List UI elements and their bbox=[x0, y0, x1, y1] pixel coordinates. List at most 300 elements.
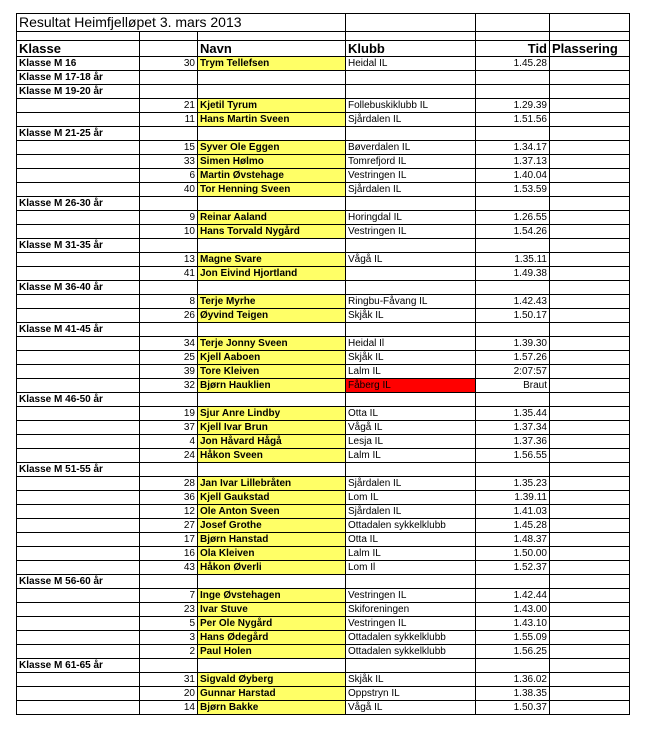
table-row bbox=[17, 547, 630, 561]
table-row bbox=[17, 183, 630, 197]
class-label bbox=[17, 169, 140, 183]
finish-time bbox=[476, 659, 550, 673]
club-name: Tomrefjord IL bbox=[346, 155, 476, 169]
placement-cell bbox=[550, 673, 630, 687]
start-number: 7 bbox=[140, 589, 198, 603]
runner-name bbox=[198, 575, 346, 589]
club-name: Skjåk IL bbox=[346, 673, 476, 687]
results-sheet bbox=[16, 13, 630, 715]
finish-time bbox=[476, 127, 550, 141]
start-number: 30 bbox=[140, 57, 198, 71]
empty-cell bbox=[476, 32, 550, 41]
placement-cell bbox=[550, 435, 630, 449]
class-label bbox=[17, 617, 140, 631]
club-name bbox=[346, 239, 476, 253]
table-row bbox=[17, 337, 630, 351]
runner-name: Jon Håvard Hågå bbox=[198, 435, 346, 449]
start-number: 11 bbox=[140, 113, 198, 127]
runner-name: Ivar Stuve bbox=[198, 603, 346, 617]
runner-name: Bjørn Hanstad bbox=[198, 533, 346, 547]
club-name: Lalm IL bbox=[346, 449, 476, 463]
start-number bbox=[140, 281, 198, 295]
finish-time: 1.49.38 bbox=[476, 267, 550, 281]
header-navn: Navn bbox=[198, 41, 346, 57]
runner-name bbox=[198, 281, 346, 295]
placement-cell bbox=[550, 379, 630, 393]
table-row bbox=[17, 603, 630, 617]
finish-time: 1.35.44 bbox=[476, 407, 550, 421]
start-number bbox=[140, 575, 198, 589]
start-number: 24 bbox=[140, 449, 198, 463]
start-number bbox=[140, 71, 198, 85]
start-number: 39 bbox=[140, 365, 198, 379]
finish-time bbox=[476, 239, 550, 253]
runner-name: Josef Grothe bbox=[198, 519, 346, 533]
club-name bbox=[346, 659, 476, 673]
start-number: 8 bbox=[140, 295, 198, 309]
runner-name bbox=[198, 239, 346, 253]
runner-name: Kjell Ivar Brun bbox=[198, 421, 346, 435]
placement-cell bbox=[550, 323, 630, 337]
placement-cell bbox=[550, 295, 630, 309]
table-row bbox=[17, 99, 630, 113]
header-klubb: Klubb bbox=[346, 41, 476, 57]
finish-time: 1.52.37 bbox=[476, 561, 550, 575]
club-name bbox=[346, 197, 476, 211]
class-label bbox=[17, 589, 140, 603]
header-row bbox=[17, 41, 630, 57]
runner-name: Martin Øvstehage bbox=[198, 169, 346, 183]
empty-cell bbox=[198, 32, 346, 41]
club-name: Horingdal IL bbox=[346, 211, 476, 225]
runner-name bbox=[198, 71, 346, 85]
header-plassering: Plassering bbox=[550, 41, 630, 57]
finish-time bbox=[476, 71, 550, 85]
class-row bbox=[17, 71, 630, 85]
placement-cell bbox=[550, 113, 630, 127]
class-label: Klasse M 56-60 år bbox=[17, 575, 140, 589]
start-number: 13 bbox=[140, 253, 198, 267]
start-number bbox=[140, 463, 198, 477]
class-label bbox=[17, 519, 140, 533]
runner-name bbox=[198, 323, 346, 337]
class-label bbox=[17, 533, 140, 547]
class-row bbox=[17, 85, 630, 99]
class-label bbox=[17, 337, 140, 351]
placement-cell bbox=[550, 687, 630, 701]
start-number: 33 bbox=[140, 155, 198, 169]
finish-time bbox=[476, 281, 550, 295]
placement-cell bbox=[550, 183, 630, 197]
runner-name: Sigvald Øyberg bbox=[198, 673, 346, 687]
placement-cell bbox=[550, 85, 630, 99]
class-label bbox=[17, 351, 140, 365]
finish-time: 1.37.34 bbox=[476, 421, 550, 435]
header-nr bbox=[140, 41, 198, 57]
club-name bbox=[346, 463, 476, 477]
placement-cell bbox=[550, 197, 630, 211]
table-row bbox=[17, 673, 630, 687]
start-number: 40 bbox=[140, 183, 198, 197]
club-name bbox=[346, 71, 476, 85]
table-row bbox=[17, 631, 630, 645]
placement-cell bbox=[550, 547, 630, 561]
finish-time: 1.50.00 bbox=[476, 547, 550, 561]
class-label bbox=[17, 561, 140, 575]
finish-time: 1.57.26 bbox=[476, 351, 550, 365]
club-name: Skjåk IL bbox=[346, 351, 476, 365]
table-row bbox=[17, 169, 630, 183]
class-label: Klasse M 26-30 år bbox=[17, 197, 140, 211]
table-row bbox=[17, 589, 630, 603]
table-row bbox=[17, 533, 630, 547]
start-number: 32 bbox=[140, 379, 198, 393]
club-name: Bøverdalen IL bbox=[346, 141, 476, 155]
class-label: Klasse M 61-65 år bbox=[17, 659, 140, 673]
class-label bbox=[17, 449, 140, 463]
table-row bbox=[17, 267, 630, 281]
class-label bbox=[17, 491, 140, 505]
class-row bbox=[17, 463, 630, 477]
class-label bbox=[17, 603, 140, 617]
start-number: 9 bbox=[140, 211, 198, 225]
finish-time: 1.38.35 bbox=[476, 687, 550, 701]
header-tid: Tid bbox=[476, 41, 550, 57]
placement-cell bbox=[550, 701, 630, 715]
finish-time: 1.45.28 bbox=[476, 519, 550, 533]
finish-time: 1.29.39 bbox=[476, 99, 550, 113]
finish-time: 1.37.36 bbox=[476, 435, 550, 449]
placement-cell bbox=[550, 71, 630, 85]
class-label bbox=[17, 645, 140, 659]
class-row bbox=[17, 659, 630, 673]
runner-name bbox=[198, 393, 346, 407]
class-label bbox=[17, 547, 140, 561]
table-row bbox=[17, 225, 630, 239]
class-label: Klasse M 46-50 år bbox=[17, 393, 140, 407]
start-number: 6 bbox=[140, 169, 198, 183]
placement-cell bbox=[550, 407, 630, 421]
table-row bbox=[17, 365, 630, 379]
club-name: Skjåk IL bbox=[346, 309, 476, 323]
runner-name: Bjørn Bakke bbox=[198, 701, 346, 715]
placement-cell bbox=[550, 575, 630, 589]
start-number: 4 bbox=[140, 435, 198, 449]
club-name: Lom Il bbox=[346, 561, 476, 575]
club-name: Follebuskiklubb IL bbox=[346, 99, 476, 113]
runner-name: Magne Svare bbox=[198, 253, 346, 267]
class-label bbox=[17, 505, 140, 519]
runner-name: Håkon Sveen bbox=[198, 449, 346, 463]
start-number: 34 bbox=[140, 337, 198, 351]
finish-time: 1.40.04 bbox=[476, 169, 550, 183]
placement-cell bbox=[550, 155, 630, 169]
class-label: Klasse M 36-40 år bbox=[17, 281, 140, 295]
class-label bbox=[17, 155, 140, 169]
start-number bbox=[140, 239, 198, 253]
finish-time bbox=[476, 575, 550, 589]
placement-cell bbox=[550, 659, 630, 673]
start-number: 31 bbox=[140, 673, 198, 687]
table-row bbox=[17, 645, 630, 659]
runner-name: Håkon Øverli bbox=[198, 561, 346, 575]
runner-name: Kjetil Tyrum bbox=[198, 99, 346, 113]
club-name: Oppstryn IL bbox=[346, 687, 476, 701]
class-label bbox=[17, 435, 140, 449]
club-name: Lom IL bbox=[346, 491, 476, 505]
runner-name: Per Ole Nygård bbox=[198, 617, 346, 631]
finish-time bbox=[476, 323, 550, 337]
placement-cell bbox=[550, 239, 630, 253]
club-name: Sjårdalen IL bbox=[346, 113, 476, 127]
finish-time: 1.34.17 bbox=[476, 141, 550, 155]
club-name bbox=[346, 85, 476, 99]
club-name bbox=[346, 575, 476, 589]
table-row bbox=[17, 491, 630, 505]
table-row bbox=[17, 253, 630, 267]
placement-cell bbox=[550, 169, 630, 183]
sheet-title: Resultat Heimfjelløpet 3. mars 2013 bbox=[17, 14, 346, 32]
club-name: Ottadalen sykkelklubb bbox=[346, 519, 476, 533]
finish-time: 1.42.43 bbox=[476, 295, 550, 309]
club-name: Vestringen IL bbox=[346, 617, 476, 631]
start-number: 25 bbox=[140, 351, 198, 365]
placement-cell bbox=[550, 99, 630, 113]
runner-name: Terje Myrhe bbox=[198, 295, 346, 309]
class-label bbox=[17, 379, 140, 393]
runner-name: Trym Tellefsen bbox=[198, 57, 346, 71]
placement-cell bbox=[550, 127, 630, 141]
start-number bbox=[140, 197, 198, 211]
table-row bbox=[17, 449, 630, 463]
class-row bbox=[17, 393, 630, 407]
runner-name: Simen Hølmo bbox=[198, 155, 346, 169]
finish-time: 1.43.10 bbox=[476, 617, 550, 631]
club-name: Heidal Il bbox=[346, 337, 476, 351]
runner-name: Syver Ole Eggen bbox=[198, 141, 346, 155]
finish-time bbox=[476, 463, 550, 477]
placement-cell bbox=[550, 253, 630, 267]
class-row bbox=[17, 197, 630, 211]
runner-name: Hans Martin Sveen bbox=[198, 113, 346, 127]
class-row bbox=[17, 281, 630, 295]
table-row bbox=[17, 295, 630, 309]
club-name: Ringbu-Fåvang IL bbox=[346, 295, 476, 309]
results-table-body bbox=[17, 14, 630, 715]
class-label bbox=[17, 225, 140, 239]
start-number: 28 bbox=[140, 477, 198, 491]
class-row bbox=[17, 57, 630, 71]
club-name: Ottadalen sykkelklubb bbox=[346, 631, 476, 645]
table-row bbox=[17, 505, 630, 519]
table-row bbox=[17, 519, 630, 533]
class-label bbox=[17, 183, 140, 197]
empty-cell bbox=[346, 14, 476, 32]
placement-cell bbox=[550, 491, 630, 505]
class-label: Klasse M 16 bbox=[17, 57, 140, 71]
class-label bbox=[17, 477, 140, 491]
runner-name: Kjell Aaboen bbox=[198, 351, 346, 365]
class-label: Klasse M 31-35 år bbox=[17, 239, 140, 253]
club-name: Otta IL bbox=[346, 407, 476, 421]
finish-time: 1.35.23 bbox=[476, 477, 550, 491]
placement-cell bbox=[550, 561, 630, 575]
start-number bbox=[140, 323, 198, 337]
finish-time: 1.26.55 bbox=[476, 211, 550, 225]
empty-cell bbox=[550, 32, 630, 41]
start-number: 26 bbox=[140, 309, 198, 323]
placement-cell bbox=[550, 463, 630, 477]
start-number: 36 bbox=[140, 491, 198, 505]
class-label bbox=[17, 701, 140, 715]
table-row bbox=[17, 155, 630, 169]
finish-time: 1.56.55 bbox=[476, 449, 550, 463]
start-number bbox=[140, 659, 198, 673]
table-row bbox=[17, 477, 630, 491]
table-row bbox=[17, 113, 630, 127]
finish-time: 1.56.25 bbox=[476, 645, 550, 659]
club-name: Skiforeningen bbox=[346, 603, 476, 617]
placement-cell bbox=[550, 393, 630, 407]
club-name: Vestringen IL bbox=[346, 225, 476, 239]
runner-name: Reinar Aaland bbox=[198, 211, 346, 225]
runner-name bbox=[198, 85, 346, 99]
club-name: Vågå IL bbox=[346, 701, 476, 715]
start-number: 17 bbox=[140, 533, 198, 547]
finish-time: 1.50.37 bbox=[476, 701, 550, 715]
runner-name: Kjell Gaukstad bbox=[198, 491, 346, 505]
table-row bbox=[17, 435, 630, 449]
title-row bbox=[17, 14, 630, 32]
finish-time: Braut bbox=[476, 379, 550, 393]
start-number: 19 bbox=[140, 407, 198, 421]
placement-cell bbox=[550, 351, 630, 365]
start-number: 5 bbox=[140, 617, 198, 631]
class-label bbox=[17, 421, 140, 435]
club-name: Sjårdalen IL bbox=[346, 505, 476, 519]
runner-name: Øyvind Teigen bbox=[198, 309, 346, 323]
class-label bbox=[17, 631, 140, 645]
finish-time: 1.55.09 bbox=[476, 631, 550, 645]
class-label: Klasse M 51-55 år bbox=[17, 463, 140, 477]
placement-cell bbox=[550, 449, 630, 463]
table-row bbox=[17, 141, 630, 155]
finish-time bbox=[476, 85, 550, 99]
class-label bbox=[17, 295, 140, 309]
runner-name: Bjørn Hauklien bbox=[198, 379, 346, 393]
table-row bbox=[17, 561, 630, 575]
start-number: 41 bbox=[140, 267, 198, 281]
placement-cell bbox=[550, 267, 630, 281]
placement-cell bbox=[550, 309, 630, 323]
start-number: 15 bbox=[140, 141, 198, 155]
runner-name bbox=[198, 659, 346, 673]
finish-time: 1.50.17 bbox=[476, 309, 550, 323]
header-klasse: Klasse bbox=[17, 41, 140, 57]
start-number: 20 bbox=[140, 687, 198, 701]
runner-name: Sjur Anre Lindby bbox=[198, 407, 346, 421]
finish-time: 1.53.59 bbox=[476, 183, 550, 197]
runner-name: Terje Jonny Sveen bbox=[198, 337, 346, 351]
placement-cell bbox=[550, 617, 630, 631]
runner-name: Paul Holen bbox=[198, 645, 346, 659]
start-number: 16 bbox=[140, 547, 198, 561]
placement-cell bbox=[550, 337, 630, 351]
placement-cell bbox=[550, 365, 630, 379]
placement-cell bbox=[550, 589, 630, 603]
club-name bbox=[346, 281, 476, 295]
class-label bbox=[17, 141, 140, 155]
club-name bbox=[346, 127, 476, 141]
table-row bbox=[17, 351, 630, 365]
table-row bbox=[17, 211, 630, 225]
runner-name: Inge Øvstehagen bbox=[198, 589, 346, 603]
start-number: 37 bbox=[140, 421, 198, 435]
start-number: 12 bbox=[140, 505, 198, 519]
start-number: 10 bbox=[140, 225, 198, 239]
runner-name: Hans Torvald Nygård bbox=[198, 225, 346, 239]
results-table bbox=[16, 13, 630, 715]
placement-cell bbox=[550, 225, 630, 239]
runner-name: Ole Anton Sveen bbox=[198, 505, 346, 519]
finish-time: 1.35.11 bbox=[476, 253, 550, 267]
placement-cell bbox=[550, 211, 630, 225]
finish-time: 1.39.11 bbox=[476, 491, 550, 505]
table-row bbox=[17, 379, 630, 393]
table-row bbox=[17, 617, 630, 631]
club-name: Vågå IL bbox=[346, 421, 476, 435]
finish-time bbox=[476, 197, 550, 211]
empty-cell bbox=[476, 14, 550, 32]
start-number: 14 bbox=[140, 701, 198, 715]
runner-name: Hans Ødegård bbox=[198, 631, 346, 645]
club-name: Vågå IL bbox=[346, 253, 476, 267]
class-label bbox=[17, 309, 140, 323]
runner-name: Ola Kleiven bbox=[198, 547, 346, 561]
start-number bbox=[140, 393, 198, 407]
club-name: Vestringen IL bbox=[346, 589, 476, 603]
spacer-row bbox=[17, 32, 630, 41]
start-number: 43 bbox=[140, 561, 198, 575]
placement-cell bbox=[550, 631, 630, 645]
finish-time: 1.42.44 bbox=[476, 589, 550, 603]
class-row bbox=[17, 323, 630, 337]
club-name: Sjårdalen IL bbox=[346, 477, 476, 491]
start-number: 21 bbox=[140, 99, 198, 113]
start-number bbox=[140, 85, 198, 99]
runner-name: Jon Eivind Hjortland bbox=[198, 267, 346, 281]
empty-cell bbox=[140, 32, 198, 41]
class-label bbox=[17, 253, 140, 267]
club-name: Lalm IL bbox=[346, 547, 476, 561]
finish-time: 1.45.28 bbox=[476, 57, 550, 71]
start-number bbox=[140, 127, 198, 141]
start-number: 27 bbox=[140, 519, 198, 533]
finish-time: 1.41.03 bbox=[476, 505, 550, 519]
club-name: Sjårdalen IL bbox=[346, 183, 476, 197]
class-row bbox=[17, 239, 630, 253]
finish-time: 1.54.26 bbox=[476, 225, 550, 239]
placement-cell bbox=[550, 533, 630, 547]
empty-cell bbox=[550, 14, 630, 32]
table-row bbox=[17, 701, 630, 715]
club-name: Fåberg IL bbox=[346, 379, 476, 393]
finish-time: 1.48.37 bbox=[476, 533, 550, 547]
start-number: 3 bbox=[140, 631, 198, 645]
club-name: Vestringen IL bbox=[346, 169, 476, 183]
club-name bbox=[346, 323, 476, 337]
placement-cell bbox=[550, 519, 630, 533]
